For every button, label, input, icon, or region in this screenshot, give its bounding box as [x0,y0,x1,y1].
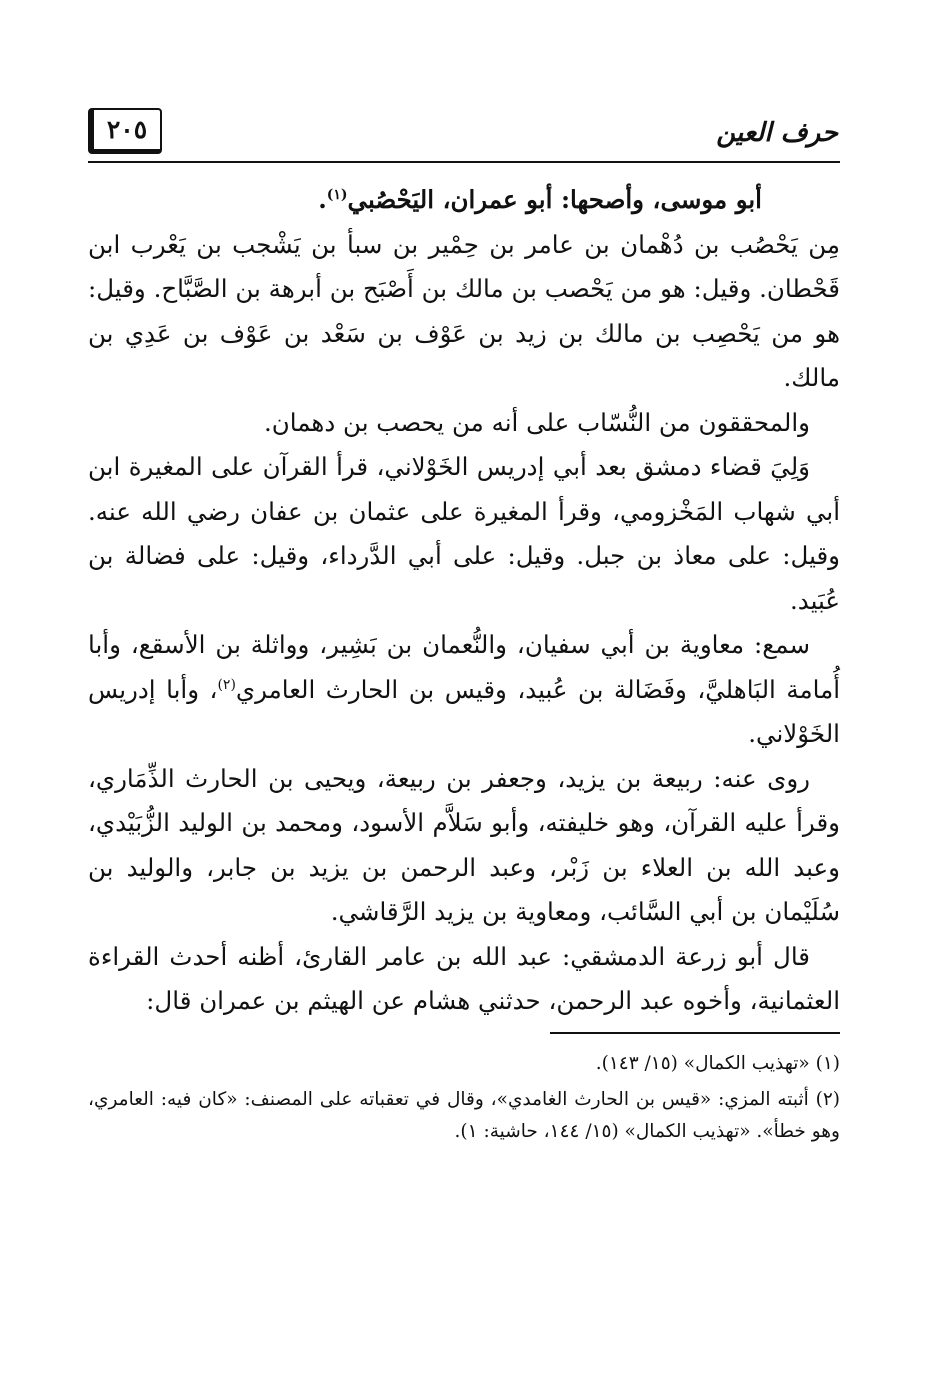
running-title: حرف العين [716,118,838,148]
page-header [88,108,840,166]
entry-heading: أبو موسى، وأصحها: أبو عمران، اليَحْصُبي$^{(١)}$. [318,185,762,214]
abu-zura-paragraph: قال أبو زرعة الدمشقي: عبد الله بن عامر القارئ، أظنه أحدث القراءة العثمانية، وأخوه عبد الرحمن، حدثني هشام عن الهيثم بن عمران قال: [88,941,840,1015]
footnote-ref-2: (٢) [217,676,236,693]
footnote-2: (٢) أثبته المزي: «قيس بن الحارث الغامدي»، وقال في تعقباته على المصنف: «كان فيه: العامري، وهو خطأ». «تهذيب الكمال» (١٥/ ١٤٤، حاشية: ١). [88,1088,840,1142]
office-paragraph: وَلِيَ قضاء دمشق بعد أبي إدريس الخَوْلاني، قرأ القرآن على المغيرة ابن أبي شهاب المَخْزومي، وقرأ المغيرة على عثمان بن عفان رضي الله عنه. وقيل: على معاذ بن جبل. وقيل: على أبي الدَّرداء، وقيل: على فضالة بن عُبَيد. [88,452,840,615]
book-page [88,108,840,1152]
heard-from-text-end: ، وأبا إدريس الخَوْلاني. [88,674,840,748]
lineage-paragraph: مِن يَحْصُب بن دُهْمان بن عامر بن حِمْير بن سبأ بن يَشْجب بن يَعْرب ابن قَحْطان. وقيل: هو من يَحْصب بن مالك بن أَصْبَح بن أبرهة بن الصَّبَّاح. وقيل: هو من يَحْصِب بن مالك بن زيد بن عَوْف بن سَعْد بن عَوْف بن عَدِي بن مالك. [88,229,840,392]
heard-from-text: سمع: معاوية بن أبي سفيان، والنُّعمان بن بَشِير، وواثلة بن الأسقع، وأبا أُمامة البَاهليَّ، وفَضَالة بن عُبيد، وقيس بن الحارث العامري [88,630,840,704]
entry-heading-text: أبو موسى، وأصحها: أبو عمران، اليَحْصُبي [347,185,762,214]
genealogy-paragraph: والمحققون من النُّسّاب على أنه من يحصب بن دهمان. [264,407,810,437]
footnote-separator [550,1032,840,1034]
heard-from-paragraph [88,623,840,757]
narrators-paragraph: روى عنه: ربيعة بن يزيد، وجعفر بن ربيعة، ويحيى بن الحارث الذِّمَاري، وقرأ عليه القرآن، وهو خليفته، وأبو سَلاَّم الأسود، ومحمد بن الوليد الزُّبَيْدي، وعبد الله بن العلاء بن زَبْر، وعبد الرحمن بن يزيد بن جابر، والوليد بن سُلَيْمان بن أبي السَّائب، ومعاوية بن يزيد الرَّقاشي. [88,763,840,926]
footnotes [88,1048,840,1148]
page-number: ٢٠٥ [88,108,162,154]
footnote-1: (١) «تهذيب الكمال» (١٥/ ١٤٣). [595,1052,840,1074]
main-text [88,178,840,1024]
footnote-ref-1: (١) [326,186,348,203]
header-rule [88,161,840,163]
